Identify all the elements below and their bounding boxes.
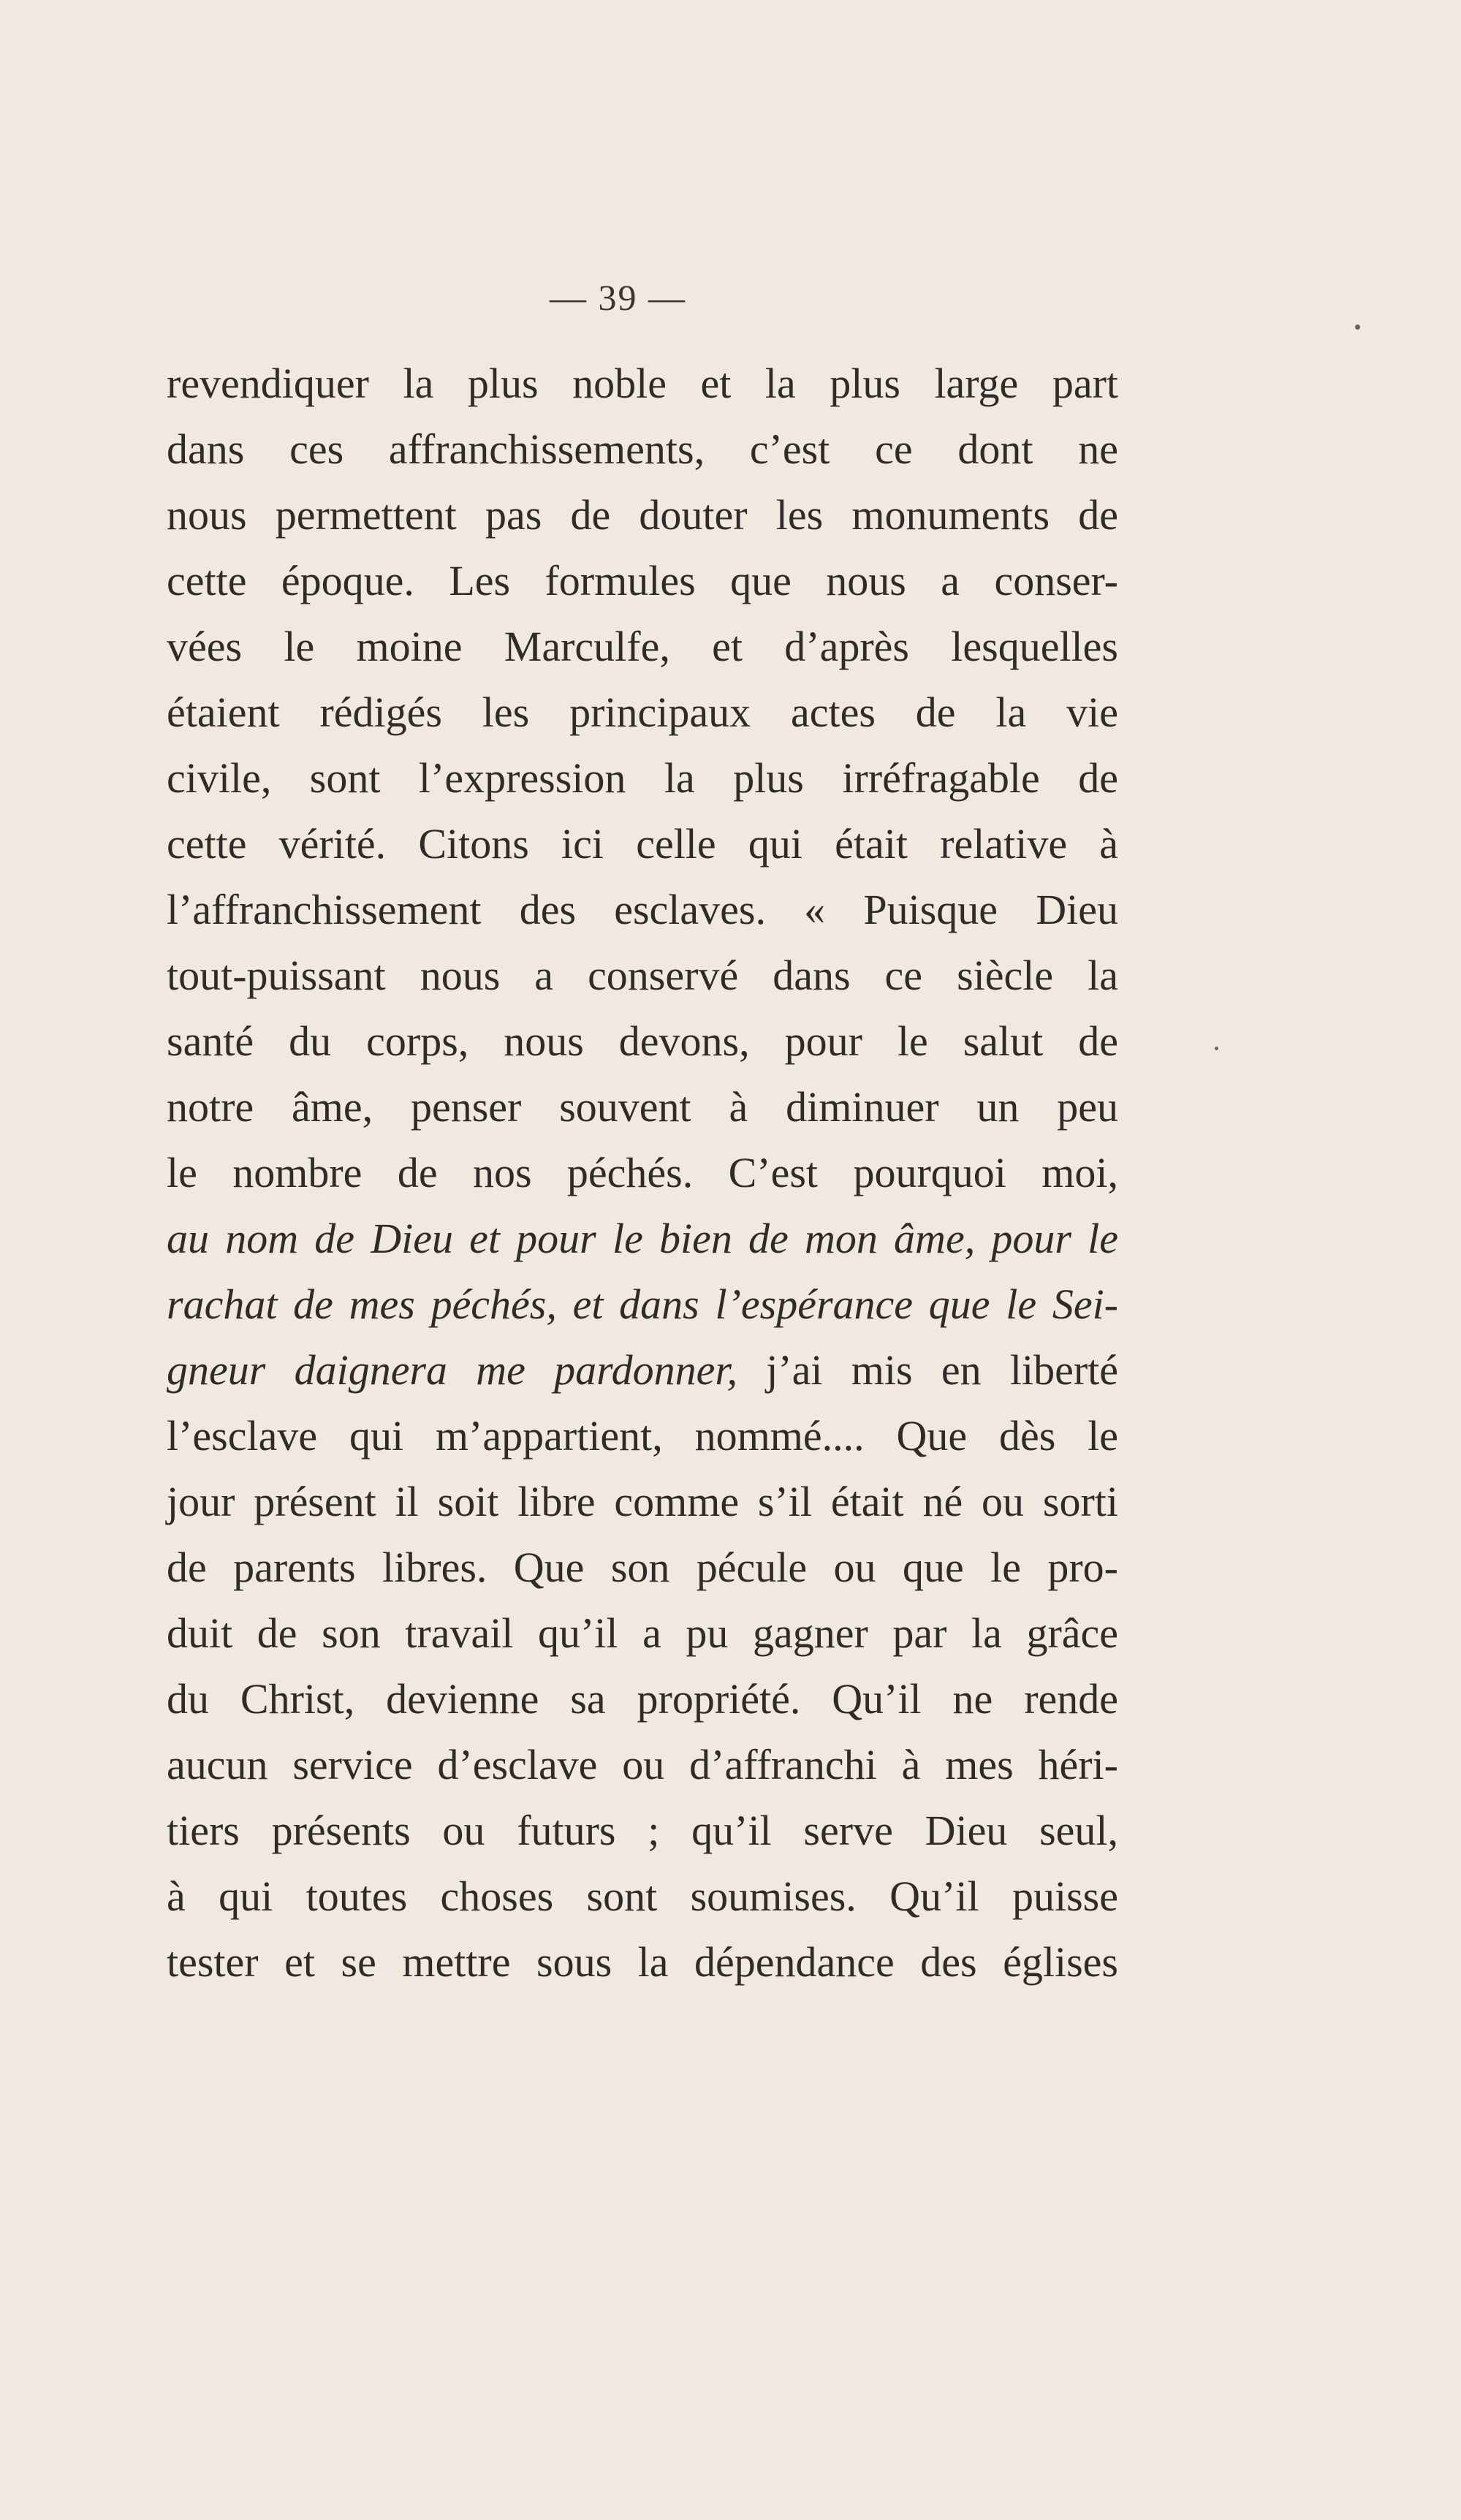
text-line: [167, 1206, 1118, 1272]
text-line: [167, 811, 1118, 877]
text-segment: vées le moine Marculfe, et d’après lesquelles: [167, 623, 1118, 670]
text-segment: l’esclave qui m’appartient, nommé.... Que dès le: [167, 1412, 1118, 1460]
text-line: [167, 482, 1118, 548]
text-line: [167, 548, 1118, 614]
text-segment: du Christ, devienne sa propriété. Qu’il ne rende: [167, 1675, 1118, 1723]
text-line: [167, 745, 1118, 811]
text-segment: cette vérité. Citons ici celle qui était relative à: [167, 820, 1118, 868]
text-line: [167, 1337, 1118, 1403]
text-line: [167, 1732, 1118, 1798]
text-segment: j’ai mis en liberté: [737, 1346, 1118, 1394]
text-segment: notre âme, penser souvent à diminuer un peu: [167, 1083, 1118, 1131]
text-segment: duit de son travail qu’il a pu gagner par la grâce: [167, 1609, 1118, 1657]
text-line: [167, 1140, 1118, 1206]
paper-speck: [1215, 1047, 1218, 1050]
text-line: [167, 1469, 1118, 1535]
italic-text-segment: gneur daignera me pardonner,: [167, 1346, 737, 1394]
text-segment: dans ces affranchissements, c’est ce dont ne: [167, 425, 1118, 473]
page-number: — 39 —: [550, 277, 686, 318]
text-line: [167, 1403, 1118, 1469]
text-line: [167, 1009, 1118, 1074]
text-line: [167, 1272, 1118, 1337]
text-segment: cette époque. Les formules que nous a conser-: [167, 557, 1118, 604]
text-line: [167, 877, 1118, 943]
text-line: [167, 417, 1118, 482]
text-line: [167, 1798, 1118, 1864]
text-segment: à qui toutes choses sont soumises. Qu’il puisse: [167, 1872, 1118, 1920]
text-line: [167, 1929, 1118, 1995]
italic-text-segment: au nom de Dieu et pour le bien de mon âme, pour le: [167, 1215, 1118, 1262]
paper-speck: [1355, 325, 1360, 330]
text-line: [167, 680, 1118, 745]
text-segment: nous permettent pas de douter les monuments de: [167, 491, 1118, 539]
text-line: [167, 1535, 1118, 1601]
text-segment: aucun service d’esclave ou d’affranchi à mes héri-: [167, 1741, 1118, 1788]
text-line: [167, 1666, 1118, 1732]
text-segment: de parents libres. Que son pécule ou que le pro-: [167, 1544, 1118, 1591]
text-line: [167, 1074, 1118, 1140]
text-line: [167, 943, 1118, 1009]
text-segment: tout-puissant nous a conservé dans ce siècle la: [167, 952, 1118, 999]
body-text: [167, 351, 1118, 1995]
text-segment: étaient rédigés les principaux actes de la vie: [167, 688, 1118, 736]
text-segment: revendiquer la plus noble et la plus large part: [167, 360, 1118, 407]
text-line: [167, 351, 1118, 417]
text-segment: l’affranchissement des esclaves. « Puisque Dieu: [167, 886, 1118, 933]
text-segment: le nombre de nos péchés. C’est pourquoi moi,: [167, 1149, 1118, 1196]
text-line: [167, 614, 1118, 680]
text-segment: jour présent il soit libre comme s’il était né ou sorti: [167, 1478, 1118, 1525]
text-segment: tester et se mettre sous la dépendance des églises: [167, 1938, 1118, 1986]
text-segment: tiers présents ou futurs ; qu’il serve Dieu seul,: [167, 1807, 1118, 1854]
text-segment: santé du corps, nous devons, pour le salut de: [167, 1017, 1118, 1065]
text-line: [167, 1864, 1118, 1929]
text-line: [167, 1601, 1118, 1666]
italic-text-segment: rachat de mes péchés, et dans l’espérance que le Sei-: [167, 1280, 1118, 1328]
text-segment: civile, sont l’expression la plus irréfragable de: [167, 754, 1118, 802]
